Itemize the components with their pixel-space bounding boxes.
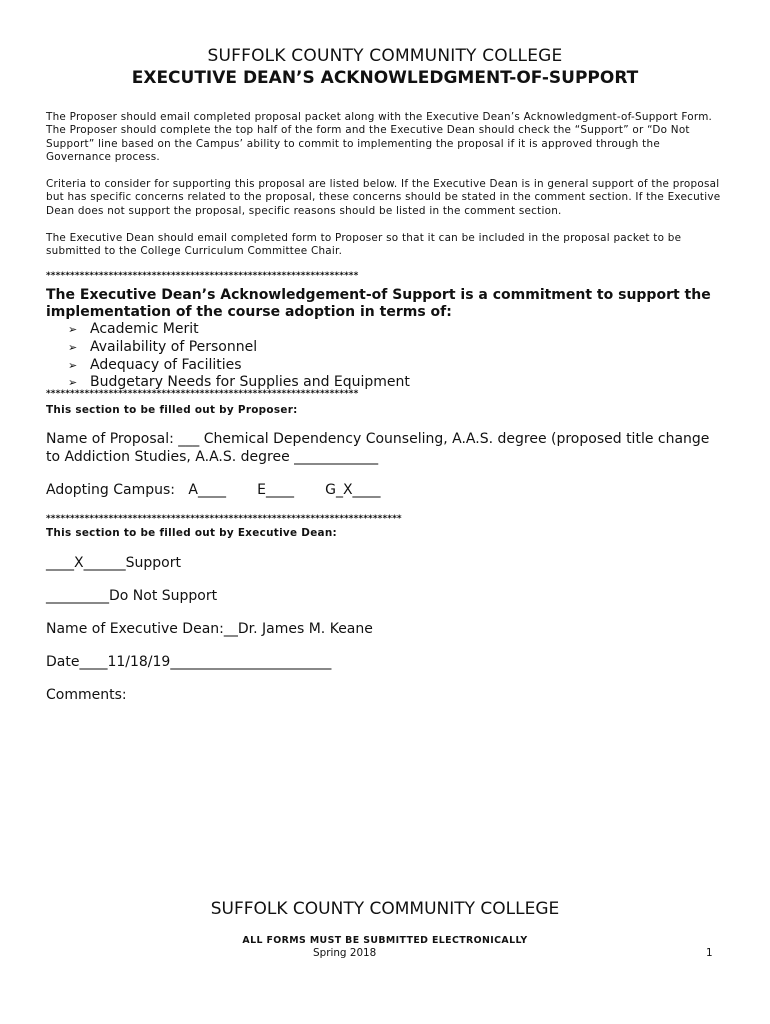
criteria-list (68, 321, 410, 392)
criteria-label: Availability of Personnel (90, 338, 258, 355)
form-title: EXECUTIVE DEAN’S ACKNOWLEDGMENT-OF-SUPPORT (131, 68, 639, 88)
instructions-paragraph-2: Criteria to consider for supporting this proposal are listed below. If the Executive Dean is in general support of the proposal but has specific concerns related to the proposal, these concerns should be stated in the comment section. If the Executive Dean does not support the proposal, specific reasons should be listed in the comment section. (46, 178, 721, 217)
list-item (68, 339, 410, 357)
arrow-bullet-icon: ➢ (68, 358, 78, 372)
comments-label: Comments: (46, 687, 127, 703)
date-field: Date____11/18/19_______________________ (46, 654, 332, 670)
criteria-label: Budgetary Needs for Supplies and Equipment (90, 374, 410, 391)
instructions-paragraph-3: The Executive Dean should email completed form to Proposer so that it can be included in the proposal packet to be submitted to the College Curriculum Committee Chair. (46, 232, 682, 258)
dean-section-heading: This section to be filled out by Executive Dean: (46, 527, 338, 539)
separator-line: ***************************************************************** (46, 389, 359, 399)
arrow-bullet-icon: ➢ (68, 323, 78, 336)
support-line: ____X______Support (46, 555, 181, 571)
instructions-paragraph-1: The Proposer should email completed proposal packet along with the Executive Dean’s Acknowledgment-of-Support Form. The Proposer should complete the top half of the form and the Executive Dean should check the “Support” or “Do Not Support” line based on the Campus’ ability to commit to implementing the proposal if it is approved through the Governance process. (46, 111, 713, 164)
college-title: SUFFOLK COUNTY COMMUNITY COLLEGE (207, 46, 563, 66)
do-not-support-line: _________Do Not Support (46, 588, 218, 604)
list-item (68, 357, 410, 375)
proposer-section-heading: This section to be filled out by Proposer: (46, 404, 298, 416)
page-number: 1 (706, 947, 713, 959)
list-item (68, 321, 410, 339)
commitment-statement: The Executive Dean’s Acknowledgement-of Support is a commitment to support the implementation of the course adoption in terms of: (46, 287, 711, 320)
footer-notice: ALL FORMS MUST BE SUBMITTED ELECTRONICALLY (242, 935, 528, 946)
footer-term: Spring 2018 (313, 947, 377, 959)
separator-line: ************************************************************************** (46, 514, 402, 524)
executive-dean-name-field: Name of Executive Dean:__Dr. James M. Keane (46, 621, 373, 637)
adopting-campus-field: Adopting Campus: A____ E____ G_X____ (46, 482, 381, 498)
criteria-label: Academic Merit (90, 321, 199, 337)
separator-line: ***************************************************************** (46, 271, 359, 281)
arrow-bullet-icon: ➢ (68, 340, 78, 354)
criteria-label: Adequacy of Facilities (90, 356, 242, 373)
arrow-bullet-icon: ➢ (68, 376, 78, 390)
footer-college-name: SUFFOLK COUNTY COMMUNITY COLLEGE (210, 899, 560, 919)
name-of-proposal-field: Name of Proposal: ___ Chemical Dependency Counseling, A.A.S. degree (proposed title change to Addiction Studies, A.A.S. degree ____________ (46, 431, 710, 465)
